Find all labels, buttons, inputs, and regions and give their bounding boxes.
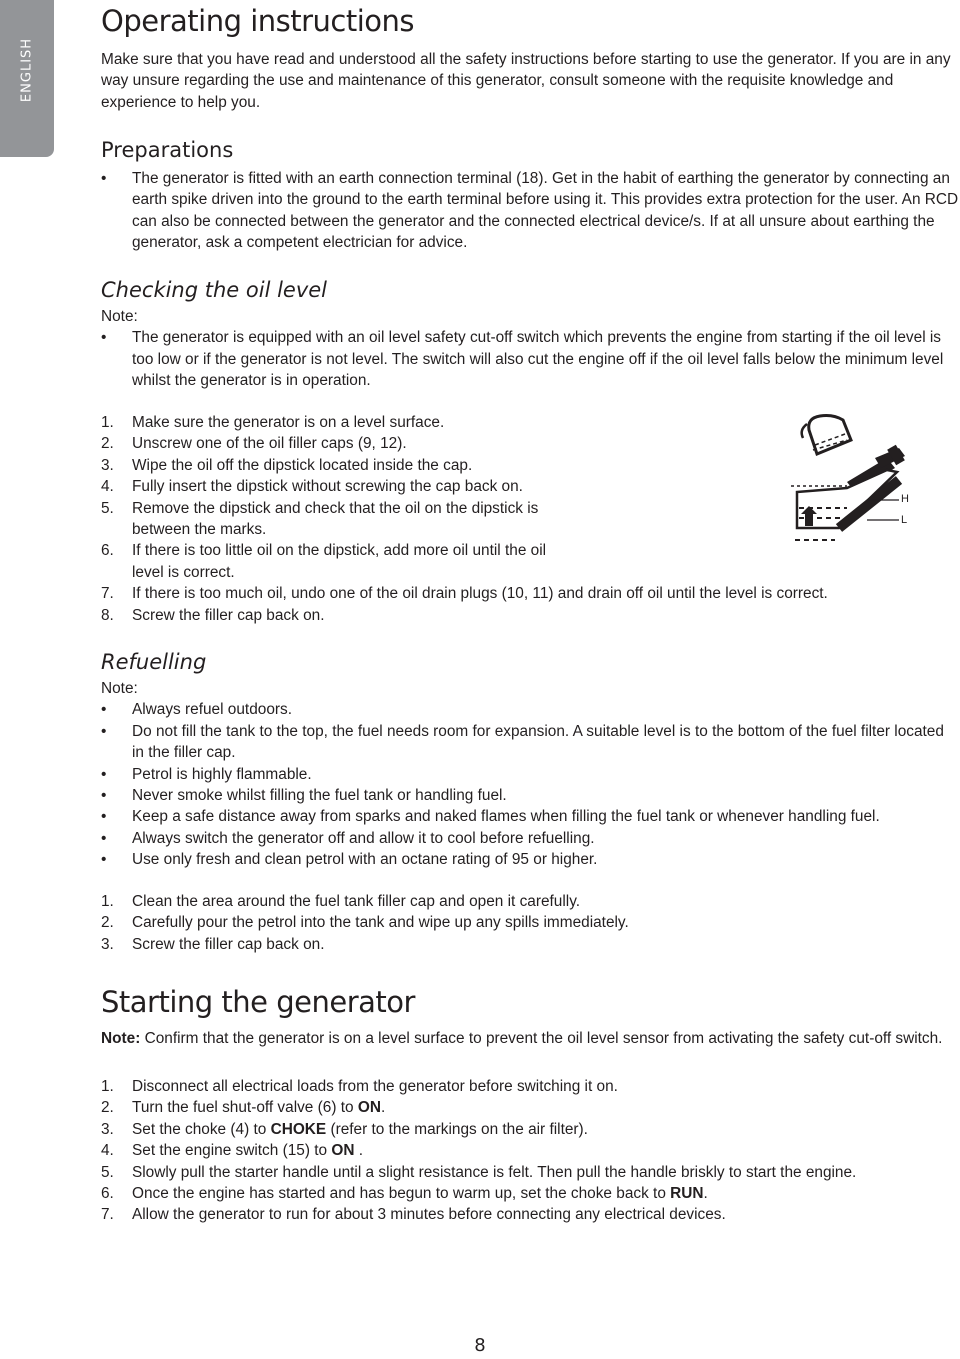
list-item: • The generator is fitted with an earth connection terminal (18). Get in the habit of earthing the generator by connecting an earth spike driven into the ground to the earth terminal before using it. This provides extra protection for the user. An RCD can also be connected between the generator and the connected electrical device/s. If at all unsure about earthing the generator, ask a competent electrician for advice. — [101, 170, 959, 252]
language-tab — [0, 0, 54, 157]
list-item: 2. Turn the fuel shut-off valve (6) to ON. — [101, 1099, 386, 1117]
oil-tank-icon — [791, 470, 899, 540]
refuelling-heading: Refuelling — [101, 650, 207, 674]
bullet-icon: • — [101, 329, 107, 347]
list-item: 2. Carefully pour the petrol into the tank and wipe up any spills immediately. — [101, 914, 629, 932]
bullet-icon: • — [101, 722, 107, 740]
list-item: 5. Remove the dipstick and check that the oil on the dipstick is between the marks. — [101, 499, 539, 539]
preparations-list — [101, 168, 959, 254]
list-item: 7. Allow the generator to run for about 3 minutes before connecting any electrical devices. — [101, 1206, 726, 1224]
starting-heading: Starting the generator — [101, 985, 415, 1019]
list-item: • Petrol is highly flammable. — [101, 764, 959, 785]
list-item: 6. If there is too little oil on the dipstick, add more oil until the oil level is correct. — [101, 542, 547, 581]
list-item: • Do not fill the tank to the top, the fuel needs room for expansion. A suitable level is to the bottom of the fuel filter located in the filler cap. — [101, 722, 944, 762]
list-item: 8. Screw the filler cap back on. — [101, 606, 325, 624]
language-tab-label: ENGLISH — [19, 37, 35, 103]
starting-note-label: Note: — [101, 1030, 141, 1047]
list-item: 2. Unscrew one of the oil filler caps (9, 12). — [101, 435, 407, 453]
list-item: 1. Make sure the generator is on a level surface. — [101, 414, 445, 431]
starting-note-text: Confirm that the generator is on a level surface to prevent the oil level sensor from activating the safety cut-off switch. — [140, 1030, 943, 1047]
level-high-label: H — [901, 493, 909, 505]
level-low-label: L — [901, 514, 908, 526]
list-item: • Use only fresh and clean petrol with an octane rating of 95 or higher. — [101, 849, 959, 870]
refuelling-note-label: Note: — [101, 680, 138, 697]
list-item: • The generator is equipped with an oil level safety cut-off switch which prevents the engine from starting if the oil level is too low or if the generator is not level. The switch will also cut the engine off if the oil level falls below the minimum level whilst the generator is in operation. — [101, 329, 944, 390]
list-item: • Always refuel outdoors. — [101, 699, 959, 720]
bullet-icon: • — [101, 170, 107, 187]
bullet-icon: • — [101, 765, 107, 783]
refuelling-section — [101, 648, 959, 871]
bullet-icon: • — [101, 701, 107, 719]
oil-can-icon — [802, 416, 851, 455]
list-item: 4. Set the engine switch (15) to ON . — [101, 1142, 363, 1160]
starting-note — [101, 1028, 959, 1049]
bullet-icon: • — [101, 851, 107, 869]
bullet-icon: • — [101, 829, 107, 847]
list-item: 6. Once the engine has started and has begun to warm up, set the choke back to RUN. — [101, 1185, 708, 1203]
preparations-section — [101, 136, 959, 254]
list-item: 4. Fully insert the dipstick without screwing the cap back on. — [101, 478, 523, 496]
page-number: 8 — [474, 1335, 486, 1356]
bullet-icon: • — [101, 787, 107, 805]
list-item: • Keep a safe distance away from sparks and naked flames when filling the fuel tank or whenever handling fuel. — [101, 806, 959, 827]
oil-heading: Checking the oil level — [101, 278, 328, 302]
page-title: Operating instructions — [101, 4, 415, 38]
refuelling-note-list — [101, 699, 959, 870]
refuelling-steps-list — [101, 891, 959, 955]
list-item: 1. Disconnect all electrical loads from the generator before switching it on. — [101, 1078, 618, 1095]
list-item: 5. Slowly pull the starter handle until a slight resistance is felt. Then pull the handle briskly to start the engine. — [101, 1163, 857, 1181]
list-item: 3. Set the choke (4) to CHOKE (refer to the markings on the air filter). — [101, 1120, 588, 1138]
list-item: 3. Wipe the oil off the dipstick located inside the cap. — [101, 456, 473, 474]
list-item: 1. Clean the area around the fuel tank filler cap and open it carefully. — [101, 893, 581, 910]
list-item: 7. If there is too much oil, undo one of the oil drain plugs (10, 11) and drain off oil until the level is correct. — [101, 585, 828, 603]
oil-section — [101, 276, 959, 392]
list-item: 3. Screw the filler cap back on. — [101, 935, 325, 953]
starting-steps-list — [101, 1076, 959, 1226]
intro-section — [101, 49, 959, 113]
bullet-icon: • — [101, 808, 107, 826]
list-item: • Never smoke whilst filling the fuel tank or handling fuel. — [101, 785, 959, 806]
oil-note-label: Note: — [101, 308, 138, 325]
oil-note-list — [101, 327, 959, 391]
intro-paragraph: Make sure that you have read and understood all the safety instructions before starting to use the generator. If you are in any way unsure regarding the use and maintenance of this generator, consult someone with the requisite knowledge and experience to help you. — [101, 51, 951, 111]
oil-dipstick-illustration — [787, 410, 917, 555]
preparations-heading: Preparations — [101, 138, 234, 162]
list-item: • Always switch the generator off and allow it to cool before refuelling. — [101, 828, 959, 849]
